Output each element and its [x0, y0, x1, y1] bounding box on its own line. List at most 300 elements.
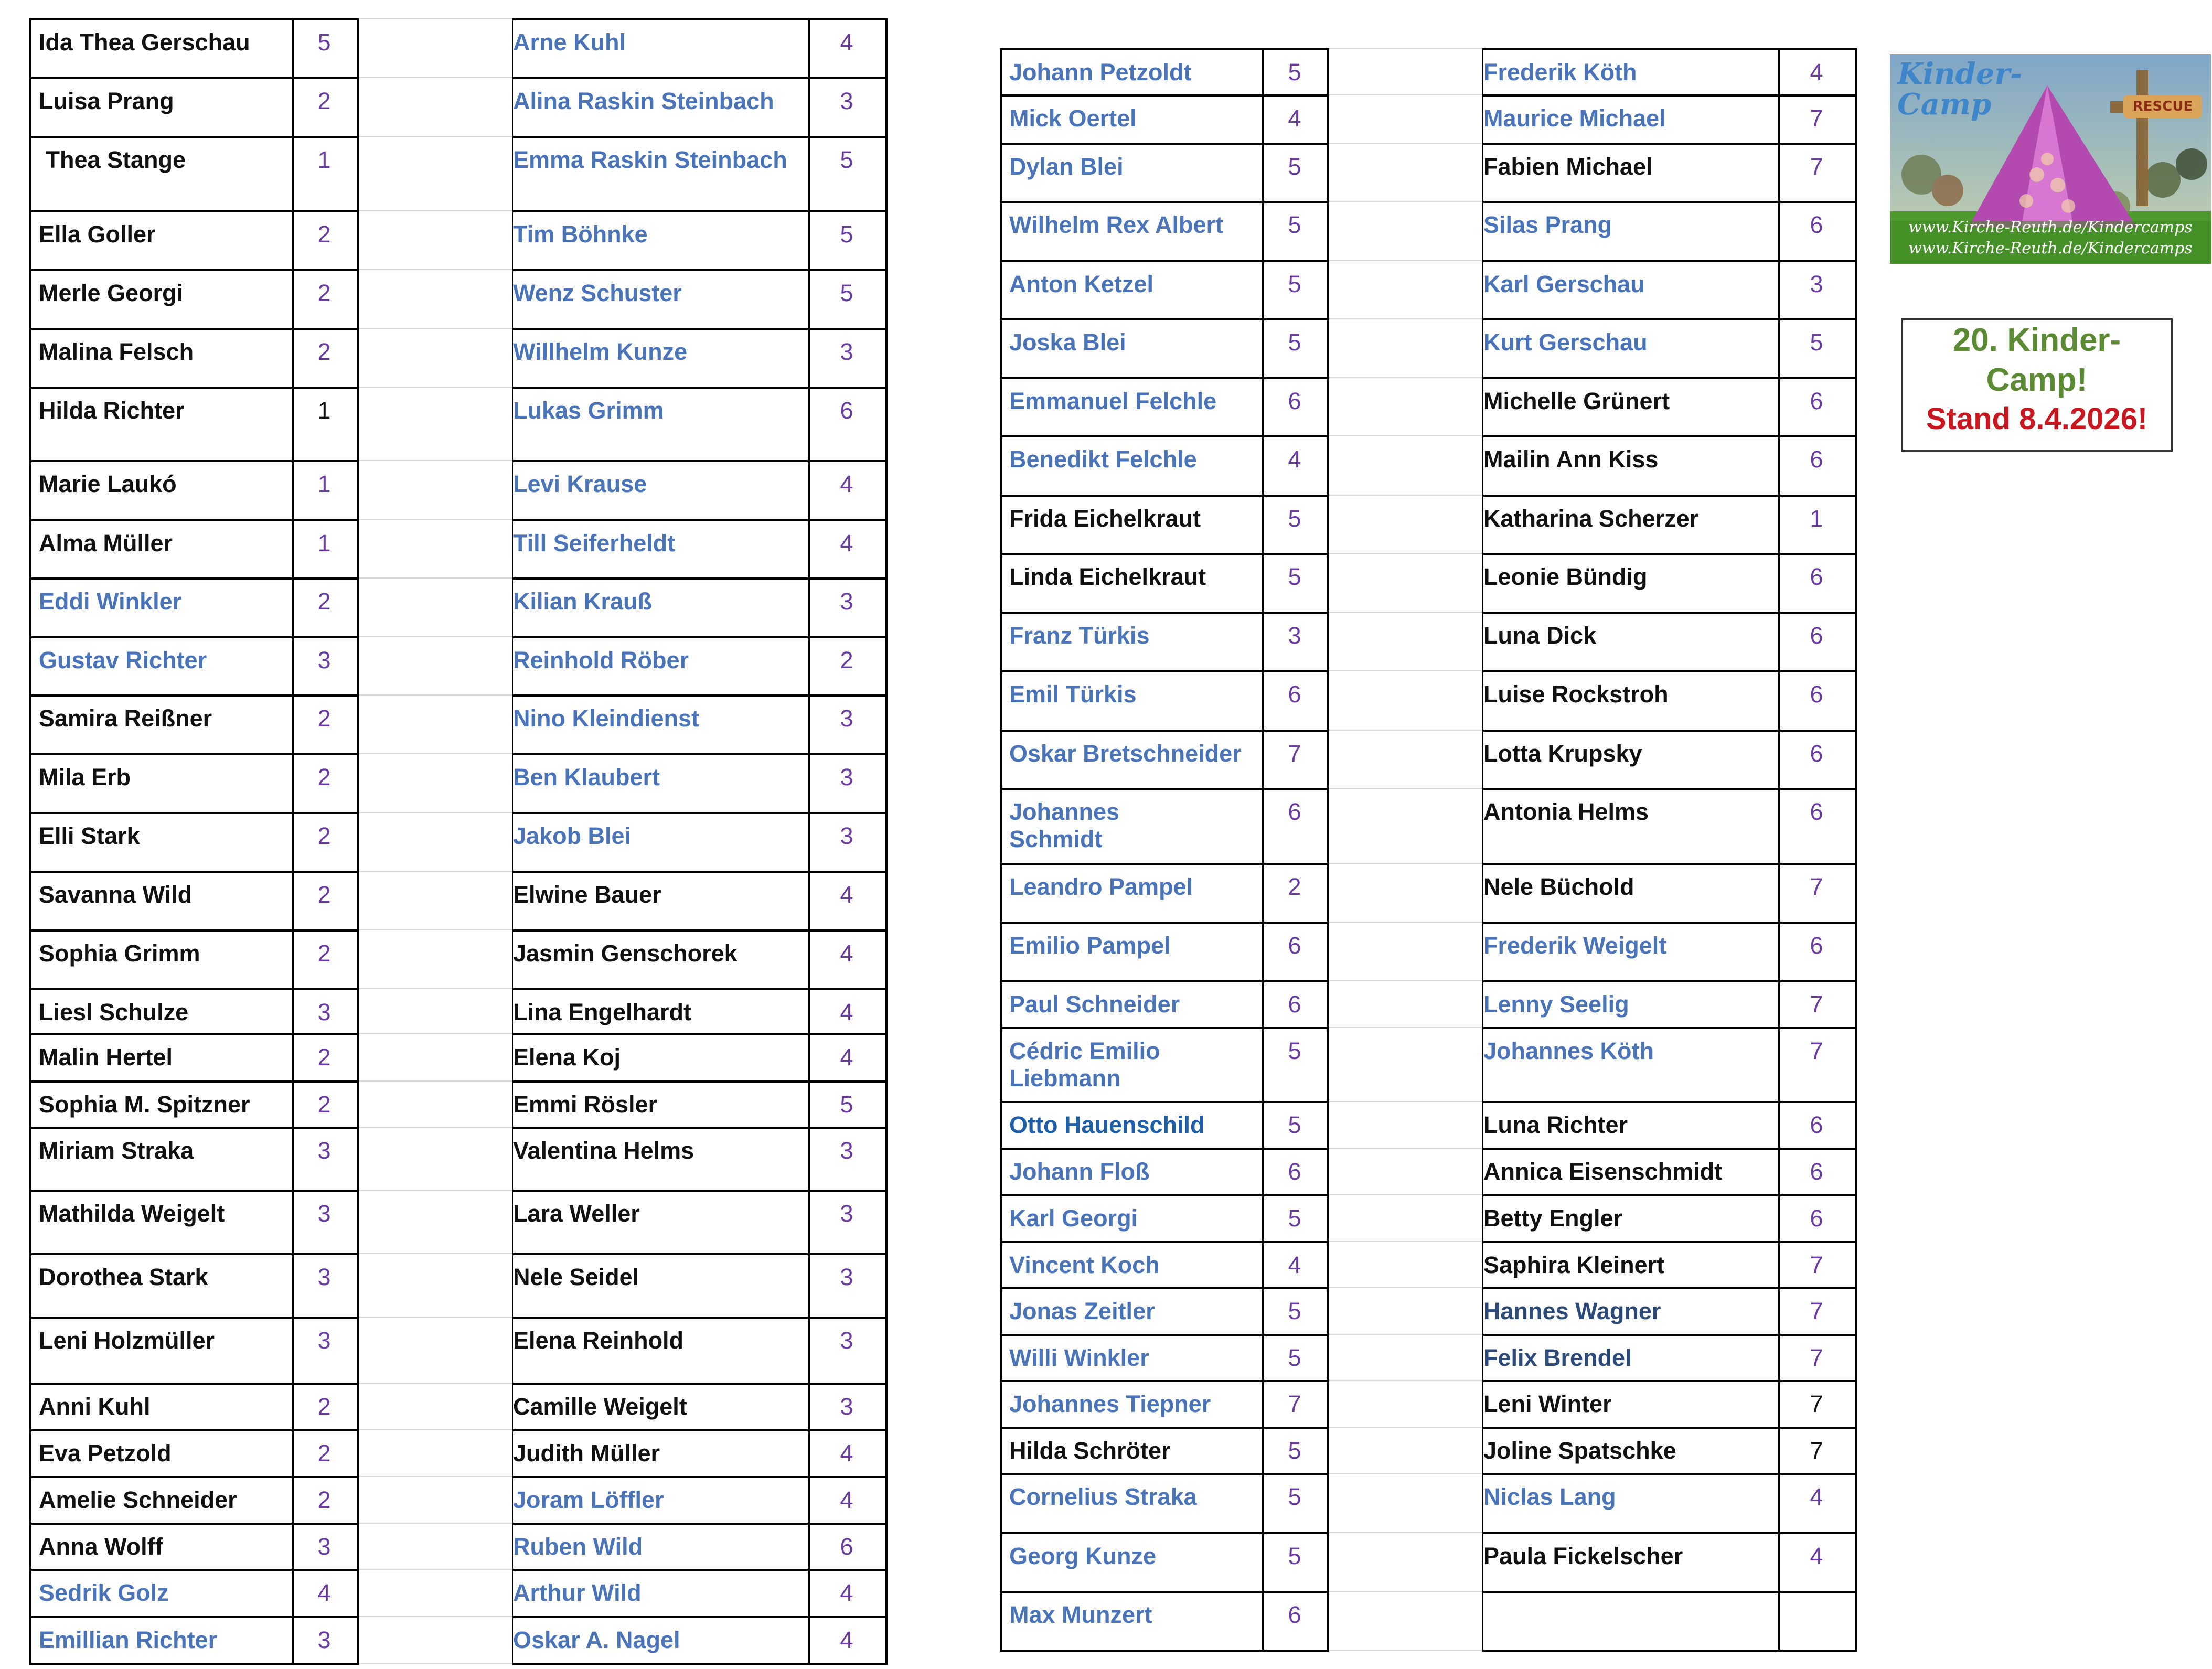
table-grid-line [29, 1476, 359, 1478]
table-grid-line [1855, 48, 1857, 1652]
participant-name: Frederik Köth [1483, 59, 1637, 85]
participant-group-number: 2 [317, 221, 331, 248]
participant-group-number: 5 [1288, 505, 1301, 532]
participant-name: Jakob Blei [513, 822, 632, 849]
faint-divider [1327, 318, 1482, 319]
faint-divider [357, 1317, 512, 1318]
table-grid-line [512, 812, 888, 814]
participant-name: Wilhelm Rex Albert [1009, 211, 1224, 238]
participant-name: Lina Engelhardt [513, 999, 692, 1025]
faint-divider [357, 1383, 512, 1384]
table-grid-line [1000, 863, 1329, 865]
faint-divider [357, 1429, 512, 1430]
participant-group-number: 4 [1288, 105, 1301, 132]
participant-group-number: 5 [1810, 329, 1823, 356]
participant-name: Lara Weller [513, 1200, 640, 1227]
table-grid-line [512, 1033, 888, 1035]
participant-name: Eva Petzold [39, 1440, 172, 1467]
participant-group-number: 7 [1810, 991, 1823, 1018]
table-grid-line [512, 519, 888, 521]
participant-name: Otto Hauenschild [1009, 1111, 1205, 1138]
faint-divider [1327, 1591, 1482, 1592]
participant-group-number: 4 [1810, 59, 1823, 85]
table-grid-line [512, 328, 888, 330]
participant-name: Malin Hertel [39, 1044, 173, 1071]
table-grid-line [29, 753, 359, 755]
table-grid-line [1482, 1591, 1857, 1593]
participant-name: Wenz Schuster [513, 280, 682, 306]
faint-divider [1327, 1473, 1482, 1474]
table-grid-line [1482, 1101, 1857, 1103]
table-grid-line [512, 577, 888, 580]
participant-group-number: 4 [840, 1440, 853, 1467]
participant-name: Georg Kunze [1009, 1543, 1157, 1569]
participant-group-number: 6 [1810, 622, 1823, 649]
participant-name: Anton Ketzel [1009, 271, 1153, 297]
participant-name: Lotta Krupsky [1483, 740, 1642, 767]
participant-group-number: 6 [1810, 1158, 1823, 1185]
table-grid-line [512, 1429, 888, 1431]
participant-group-number: 2 [317, 338, 331, 365]
participant-group-number: 5 [1288, 1543, 1301, 1569]
participant-group-number: 4 [1810, 1543, 1823, 1569]
table-grid-line [1000, 377, 1329, 379]
table-grid-line [29, 460, 359, 462]
participant-name: Ben Klaubert [513, 764, 660, 790]
table-grid-line [1000, 670, 1329, 672]
table-grid-line [29, 929, 359, 932]
table-grid-line [1000, 980, 1329, 982]
table-grid-line [1482, 730, 1857, 732]
table-grid-line [29, 1253, 359, 1255]
participant-group-number: 6 [1810, 1205, 1823, 1232]
participant-name: Levi Krause [513, 470, 647, 497]
table-grid-line [512, 1127, 888, 1129]
table-grid-line [29, 519, 359, 521]
participant-group-number: 7 [1810, 1344, 1823, 1371]
participant-name: Arne Kuhl [513, 29, 626, 56]
participant-group-number: 7 [1810, 1298, 1823, 1324]
participant-group-number: 4 [317, 1579, 331, 1606]
faint-divider [357, 1616, 512, 1617]
table-grid-line [1482, 1532, 1857, 1534]
participant-group-number: 6 [1288, 932, 1301, 959]
table-grid-line [29, 1569, 359, 1571]
table-grid-line [1482, 1334, 1857, 1336]
faint-divider [1327, 1287, 1482, 1288]
participant-name: Oskar A. Nagel [513, 1627, 680, 1653]
table-grid-line [29, 1080, 359, 1083]
table-grid-line [1482, 788, 1857, 790]
participant-group-number: 6 [1288, 681, 1301, 708]
faint-divider [357, 1190, 512, 1191]
participant-name: Paula Fickelscher [1483, 1543, 1683, 1569]
participant-group-number: 5 [1288, 329, 1301, 356]
participant-group-number: 6 [1810, 740, 1823, 767]
participant-name: Malina Felsch [39, 338, 194, 365]
table-grid-line [29, 269, 359, 271]
participant-group-number: 6 [1288, 991, 1301, 1018]
participant-name: Mick Oertel [1009, 105, 1137, 132]
participant-group-number: 3 [317, 999, 331, 1025]
participant-name: Annica Eisenschmidt [1483, 1158, 1723, 1185]
status-title-line2: Camp! [1986, 362, 2088, 398]
participant-name: Willhelm Kunze [513, 338, 688, 365]
table-grid-line [1000, 201, 1329, 203]
table-grid-line [512, 929, 888, 932]
table-grid-line [1482, 94, 1857, 97]
table-grid-line [29, 210, 359, 212]
faint-divider [357, 871, 512, 872]
participant-name: Maurice Michael [1483, 105, 1666, 132]
participant-name: Emmi Rösler [513, 1091, 658, 1118]
participant-group-number: 3 [840, 1327, 853, 1354]
table-grid-line [512, 77, 888, 79]
participant-group-number: 6 [1810, 211, 1823, 238]
participant-group-number: 7 [1288, 1390, 1301, 1417]
table-grid-line [1482, 435, 1857, 437]
table-grid-line [29, 812, 359, 814]
faint-divider [1327, 788, 1482, 789]
table-grid-line [1482, 1148, 1857, 1150]
participant-name: Elwine Bauer [513, 881, 661, 908]
participant-group-number: 2 [317, 588, 331, 615]
participant-name: Dylan Blei [1009, 153, 1124, 180]
table-grid-line [29, 577, 359, 580]
participant-name: Liesl Schulze [39, 999, 189, 1025]
participant-group-number: 3 [840, 1264, 853, 1290]
kindercamp-logo [1890, 54, 2211, 264]
participant-group-number: 4 [1810, 1483, 1823, 1510]
faint-divider [357, 1033, 512, 1034]
participant-group-number: 5 [317, 29, 331, 56]
table-grid-line [1000, 1241, 1329, 1243]
participant-name: Joline Spatschke [1483, 1437, 1676, 1464]
table-grid-line [29, 1523, 359, 1525]
participant-group-number: 5 [1288, 153, 1301, 180]
faint-divider [1327, 94, 1482, 95]
participant-name: Camille Weigelt [513, 1393, 687, 1420]
table-grid-line [512, 1383, 888, 1385]
faint-divider [1327, 1380, 1482, 1381]
status-date: Stand 8.4.2026! [1926, 402, 2148, 436]
table-grid-line [1482, 260, 1857, 262]
table-grid-line [1000, 1427, 1329, 1429]
participant-name: Karl Gerschau [1483, 271, 1645, 297]
table-grid-line [29, 871, 359, 873]
table-grid-line [512, 988, 888, 990]
faint-divider [357, 577, 512, 579]
table-grid-line [885, 18, 888, 1665]
participant-group-number: 7 [1288, 740, 1301, 767]
participant-name: Vincent Koch [1009, 1251, 1160, 1278]
table-grid-line [29, 136, 359, 138]
participant-group-number: 4 [840, 999, 853, 1025]
table-grid-line [1000, 260, 1329, 262]
participant-name: Gustav Richter [39, 647, 207, 673]
table-grid-line [29, 694, 359, 697]
participant-name: Betty Engler [1483, 1205, 1623, 1232]
table-grid-line [512, 1569, 888, 1571]
table-grid-line [29, 1429, 359, 1431]
table-grid-line [512, 269, 888, 271]
table-grid-line [1000, 48, 1002, 1652]
participant-group-number: 3 [840, 1393, 853, 1420]
faint-divider [357, 1663, 512, 1664]
table-grid-line [512, 871, 888, 873]
table-grid-line [29, 1383, 359, 1385]
participant-name: Antonia Helms [1483, 798, 1649, 825]
faint-divider [1327, 48, 1482, 49]
participant-name: Savanna Wild [39, 881, 193, 908]
participant-group-number: 3 [840, 822, 853, 849]
participant-group-number: 4 [1288, 446, 1301, 473]
participant-group-number: 6 [1810, 563, 1823, 590]
participant-name: Lenny Seelig [1483, 991, 1629, 1018]
table-grid-line [512, 1080, 888, 1083]
participant-group-number: 3 [317, 1627, 331, 1653]
participant-group-number: 6 [1810, 1111, 1823, 1138]
faint-divider [357, 1476, 512, 1477]
participant-group-number: 4 [840, 940, 853, 967]
participant-name: Franz Türkis [1009, 622, 1150, 649]
table-grid-line [512, 136, 888, 138]
table-grid-line [29, 1317, 359, 1319]
table-grid-line [1000, 1473, 1329, 1475]
table-grid-line [1482, 980, 1857, 982]
table-grid-line [29, 1616, 359, 1618]
participant-group-number: 5 [1288, 211, 1301, 238]
table-grid-line [1482, 48, 1857, 50]
participant-group-number: 5 [840, 1091, 853, 1118]
participant-group-number: 5 [840, 221, 853, 248]
table-grid-line [1000, 1380, 1329, 1382]
table-grid-line [29, 18, 31, 1665]
table-grid-line [1482, 495, 1857, 497]
participant-name: Emma Raskin Steinbach [513, 146, 787, 173]
participant-group-number: 2 [840, 647, 853, 673]
participant-group-number: 6 [1810, 446, 1823, 473]
faint-divider [1327, 612, 1482, 613]
table-grid-line [1482, 670, 1857, 672]
participant-group-number: 5 [1288, 1483, 1301, 1510]
participant-group-number: 3 [317, 1200, 331, 1227]
participant-group-number: 7 [1810, 153, 1823, 180]
participant-group-number: 2 [1288, 873, 1301, 900]
participant-group-number: 2 [317, 881, 331, 908]
faint-divider [357, 210, 512, 211]
participant-group-number: 4 [840, 1579, 853, 1606]
participant-name: Samira Reißner [39, 705, 212, 732]
participant-group-number: 2 [317, 1440, 331, 1467]
participant-group-number: 4 [840, 470, 853, 497]
faint-divider [357, 519, 512, 520]
participant-group-number: 6 [1288, 798, 1301, 825]
table-grid-line [357, 18, 359, 1665]
participant-name: Paul Schneider [1009, 991, 1180, 1018]
participant-group-number: 4 [840, 1486, 853, 1513]
table-grid-line [1482, 1427, 1857, 1429]
logo-url-line1: www.Kirche-Reuth.de/Kindercamps [1908, 218, 2193, 237]
table-grid-line [29, 636, 359, 638]
faint-divider [1327, 1027, 1482, 1028]
participant-name: Emillian Richter [39, 1627, 218, 1653]
participant-name: Miriam Straka [39, 1137, 194, 1164]
table-grid-line [512, 636, 888, 638]
table-grid-line [29, 18, 359, 20]
participant-group-number: 6 [1810, 681, 1823, 708]
participant-group-number: 2 [317, 940, 331, 967]
logo-title-line1: Kinder- [1897, 57, 2023, 91]
participant-name: Alina Raskin Steinbach [513, 88, 774, 114]
participant-group-number: 2 [317, 1393, 331, 1420]
table-grid-line [1000, 730, 1329, 732]
table-grid-line [1482, 377, 1857, 379]
participant-group-number: 7 [1810, 1437, 1823, 1464]
faint-divider [1327, 1148, 1482, 1149]
table-grid-line [512, 18, 888, 20]
participant-name: Elena Koj [513, 1044, 621, 1071]
table-grid-line [1482, 922, 1857, 924]
participant-name: Johannes Köth [1483, 1037, 1654, 1064]
participant-name: Marie Laukó [39, 470, 177, 497]
participant-name: Luna Richter [1483, 1111, 1628, 1138]
participant-name: Oskar Bretschneider [1009, 740, 1242, 767]
participant-name: Dorothea Stark [39, 1264, 208, 1290]
participant-name: Emmanuel Felchle [1009, 388, 1217, 414]
table-grid-line [29, 1663, 359, 1665]
participant-group-number: 3 [840, 705, 853, 732]
faint-divider [357, 18, 512, 19]
participant-name: Katharina Scherzer [1483, 505, 1699, 532]
table-grid-line [1482, 318, 1857, 320]
participant-group-number: 6 [1288, 1158, 1301, 1185]
participant-group-number: 3 [840, 588, 853, 615]
participant-group-number: 2 [317, 822, 331, 849]
participant-group-number: 7 [1810, 105, 1823, 132]
table-grid-line [29, 328, 359, 330]
participant-group-number: 5 [1288, 1111, 1301, 1138]
faint-divider [1327, 980, 1482, 981]
faint-divider [1327, 922, 1482, 923]
table-grid-line [1327, 48, 1329, 1652]
participant-group-number: 6 [1810, 798, 1823, 825]
participant-name: Judith Müller [513, 1440, 660, 1467]
participant-name: Mailin Ann Kiss [1483, 446, 1659, 473]
participant-name: Jonas Zeitler [1009, 1298, 1155, 1324]
logo-rescue-sign: RESCUE [2123, 95, 2202, 118]
table-grid-line [1000, 318, 1329, 320]
participant-group-number: 3 [840, 764, 853, 790]
participant-name: Lukas Grimm [513, 397, 664, 424]
participant-group-number: 2 [317, 1091, 331, 1118]
participant-name: Fabien Michael [1483, 153, 1653, 180]
participant-name: Johann Petzoldt [1009, 59, 1192, 85]
participant-name: Elli Stark [39, 822, 140, 849]
table-grid-line [1000, 1532, 1329, 1534]
table-grid-line [29, 387, 359, 389]
logo-url-line2: www.Kirche-Reuth.de/Kindercamps [1908, 239, 2193, 258]
table-grid-line [512, 460, 888, 462]
table-grid-line [512, 753, 888, 755]
faint-divider [1327, 201, 1482, 202]
faint-divider [1327, 1194, 1482, 1195]
faint-divider [357, 77, 512, 78]
faint-divider [357, 753, 512, 754]
table-grid-line [1482, 1650, 1857, 1652]
faint-divider [1327, 1101, 1482, 1102]
participant-group-number: 5 [840, 280, 853, 306]
table-grid-line [29, 988, 359, 990]
table-grid-line [29, 1190, 359, 1192]
participant-name: Sophia M. Spitzner [39, 1091, 250, 1118]
participant-name: Karl Georgi [1009, 1205, 1138, 1232]
participant-group-number: 6 [1288, 1601, 1301, 1628]
participant-group-number: 5 [1288, 1344, 1301, 1371]
table-grid-line [512, 694, 888, 697]
participant-name: Luisa Prang [39, 88, 174, 114]
participant-name: Nele Büchold [1483, 873, 1634, 900]
participant-name: Saphira Kleinert [1483, 1251, 1665, 1278]
table-grid-line [1000, 94, 1329, 97]
participant-name: Eddi Winkler [39, 588, 182, 615]
participant-group-number: 7 [1810, 873, 1823, 900]
faint-divider [357, 1569, 512, 1570]
table-grid-line [1000, 1194, 1329, 1196]
participant-group-number: 2 [317, 88, 331, 114]
table-grid-line [1000, 922, 1329, 924]
participant-name: Till Seiferheldt [513, 530, 676, 557]
participant-name: Arthur Wild [513, 1579, 642, 1606]
participant-name: Ruben Wild [513, 1533, 643, 1560]
participant-name: Cornelius Straka [1009, 1483, 1197, 1510]
participant-name: Mila Erb [39, 764, 131, 790]
faint-divider [357, 694, 512, 696]
participant-name: Luise Rockstroh [1483, 681, 1669, 708]
faint-divider [357, 929, 512, 930]
participant-name: Joram Löffler [513, 1486, 664, 1513]
participant-name: Anna Wolff [39, 1533, 163, 1560]
table-grid-line [29, 1127, 359, 1129]
table-grid-line [512, 1190, 888, 1192]
faint-divider [357, 328, 512, 329]
participant-name: Leni Holzmüller [39, 1327, 215, 1354]
faint-divider [1327, 1427, 1482, 1428]
participant-name: Michelle Grünert [1483, 388, 1670, 414]
participant-name: Merle Georgi [39, 280, 184, 306]
participant-group-number: 7 [1810, 1037, 1823, 1064]
participant-group-number: 3 [840, 338, 853, 365]
faint-divider [357, 136, 512, 137]
table-grid-line [1000, 435, 1329, 437]
participant-name: Valentina Helms [513, 1137, 694, 1164]
participant-group-number: 2 [317, 764, 331, 790]
participant-name: Amelie Schneider [39, 1486, 237, 1513]
participant-name: Luna Dick [1483, 622, 1597, 649]
table-grid-line [1000, 1148, 1329, 1150]
participant-group-number: 5 [1288, 1298, 1301, 1324]
participant-group-number: 4 [840, 1627, 853, 1653]
participant-name: Alma Müller [39, 530, 173, 557]
participant-name: Hannes Wagner [1483, 1298, 1661, 1324]
table-grid-line [1000, 1101, 1329, 1103]
table-grid-line [512, 1476, 888, 1478]
faint-divider [1327, 260, 1482, 261]
faint-divider [1327, 730, 1482, 731]
faint-divider [1327, 553, 1482, 554]
participant-name: Mathilda Weigelt [39, 1200, 225, 1227]
faint-divider [1327, 377, 1482, 378]
